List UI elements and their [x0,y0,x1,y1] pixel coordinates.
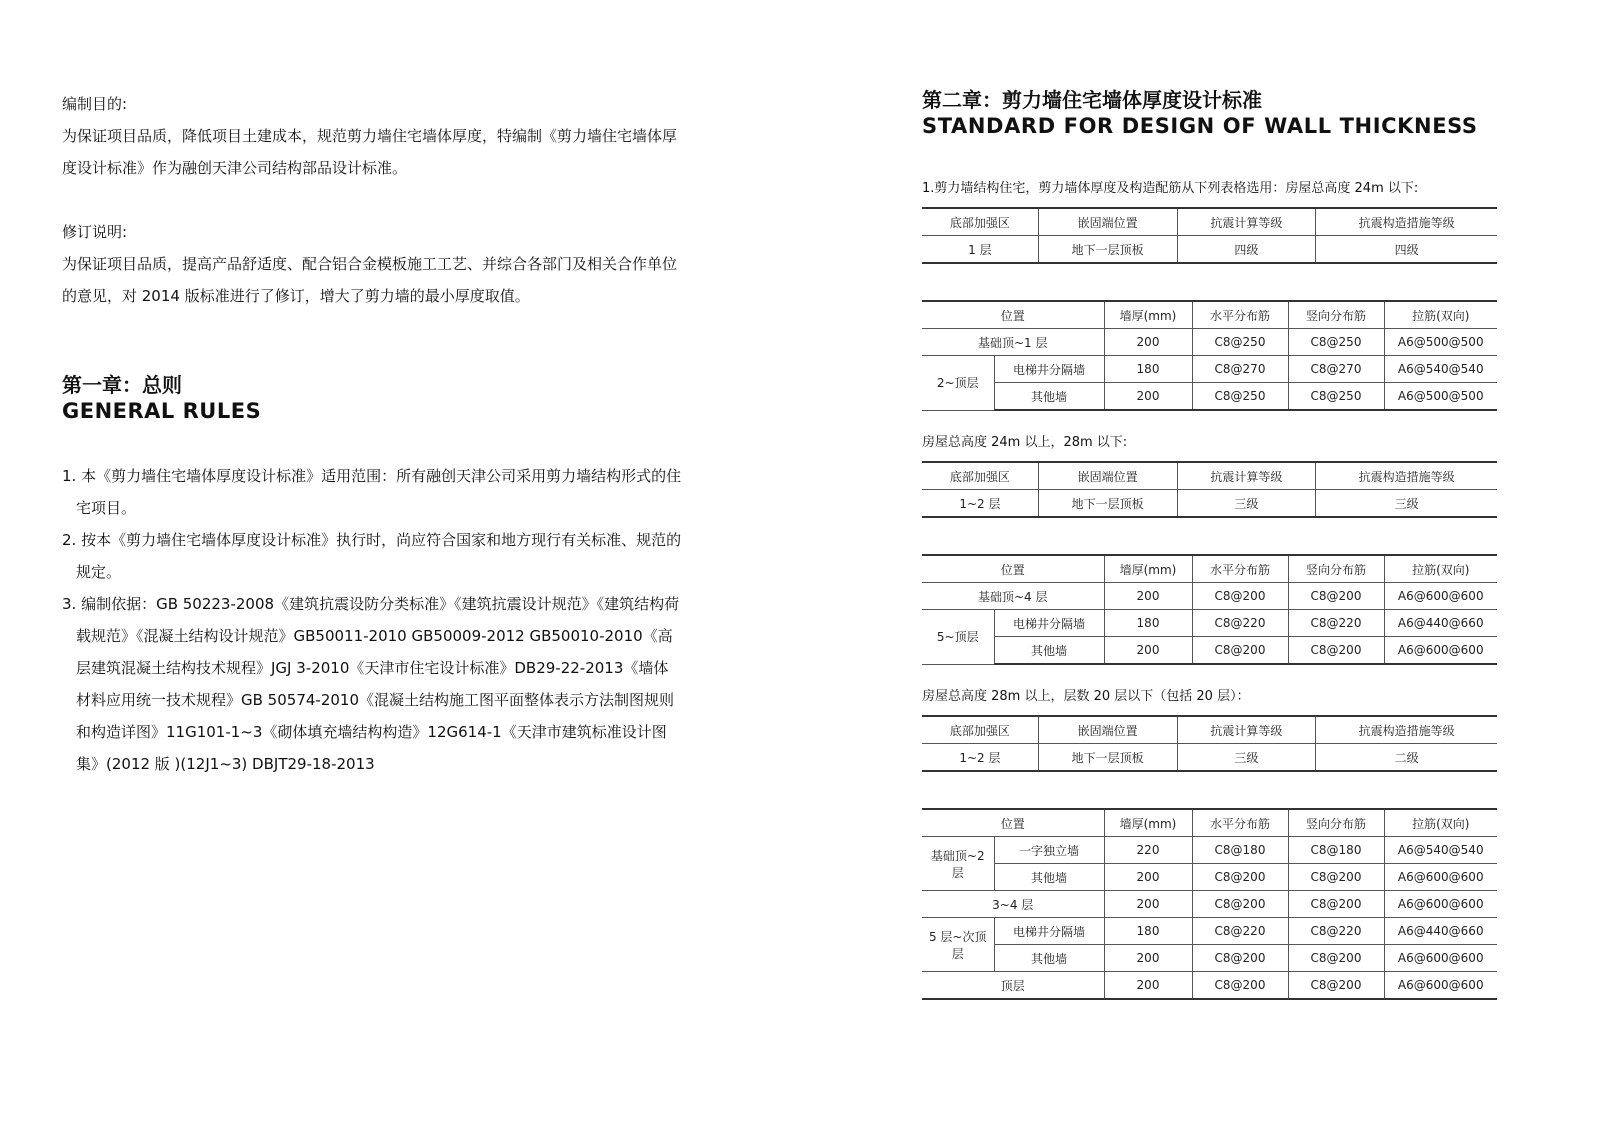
table-cell: A6@500@500 [1384,383,1497,411]
table-header: 水平分布筋 [1192,809,1288,837]
table-header: 位置 [922,809,1104,837]
table-header: 嵌固端位置 [1038,716,1177,744]
table-header: 抗震计算等级 [1177,716,1316,744]
table-cell: A6@600@600 [1384,864,1497,891]
table-cell: C8@250 [1288,383,1384,411]
table-cell: A6@600@600 [1384,583,1497,610]
table-cell: 二级 [1316,744,1497,772]
revision-text: 为保证项目品质，提高产品舒适度、配合铝合金模板施工工艺、并综合各部门及相关合作单位的意见，对 2014 版标准进行了修订，增大了剪力墙的最小厚度取值。 [62,255,678,305]
table-cell: C8@220 [1288,610,1384,637]
table-cell: 200 [1104,891,1192,918]
table-row [922,356,1497,383]
table-cell: 1~2 层 [922,490,1038,518]
table-cell: A6@500@500 [1384,329,1497,356]
table-cell: 200 [1104,583,1192,610]
table-cell: 三级 [1177,744,1316,772]
table-header: 抗震计算等级 [1177,462,1316,490]
section2-note: 房屋总高度 24m 以上，28m 以下: [922,435,1128,450]
table-cell: C8@200 [1192,583,1288,610]
table-row [922,891,1497,918]
table-cell: 电梯井分隔墙 [994,918,1104,945]
table-cell: C8@180 [1288,837,1384,864]
table-cell: C8@200 [1192,945,1288,972]
table-cell: A6@540@540 [1384,837,1497,864]
table-header: 底部加强区 [922,462,1038,490]
table-cell: 顶层 [922,972,1104,1000]
table-cell: 基础顶~2 层 [922,837,994,891]
table-row [922,583,1497,610]
table-header: 拉筋(双向) [1384,555,1497,583]
table-row [922,329,1497,356]
table-cell: C8@200 [1288,891,1384,918]
table-header: 嵌固端位置 [1038,208,1177,236]
rebar-table-3 [922,808,1497,1000]
table-cell: 200 [1104,945,1192,972]
table-cell: C8@200 [1192,637,1288,665]
grade-table-2 [922,461,1497,518]
table-header: 水平分布筋 [1192,301,1288,329]
table-cell: 电梯井分隔墙 [994,610,1104,637]
table-header: 水平分布筋 [1192,555,1288,583]
table-cell: 地下一层顶板 [1038,490,1177,518]
table-header: 拉筋(双向) [1384,809,1497,837]
table-cell: 地下一层顶板 [1038,744,1177,772]
chapter2-title-cn: 第二章：剪力墙住宅墙体厚度设计标准 [922,88,1262,112]
table-cell: C8@220 [1192,610,1288,637]
table-row [922,945,1497,972]
table-cell: 5~顶层 [922,610,994,665]
chapter2-heading [922,87,1502,139]
table-cell: 1~2 层 [922,744,1038,772]
table-cell: 其他墙 [994,383,1104,411]
chapter2-title-en: STANDARD FOR DESIGN OF WALL THICKNESS [922,114,1478,138]
table-header: 抗震构造措施等级 [1316,208,1497,236]
table-cell: 电梯井分隔墙 [994,356,1104,383]
table-cell: 200 [1104,383,1192,411]
table-header: 拉筋(双向) [1384,301,1497,329]
table-cell: 200 [1104,329,1192,356]
table-cell: 其他墙 [994,945,1104,972]
table-cell: C8@200 [1192,891,1288,918]
chapter1-heading [62,372,682,424]
table-cell: 基础顶~4 层 [922,583,1104,610]
table-cell: 180 [1104,356,1192,383]
table-cell: 其他墙 [994,637,1104,665]
table-header: 墙厚(mm) [1104,809,1192,837]
rule-item: 3. 编制依据：GB 50223-2008《建筑抗震设防分类标准》《建筑抗震设计规范》《建筑结构荷载规范》《混凝土结构设计规范》GB50011-2010 GB50009-2012 GB50010-2010《高层建筑混凝土结构技术规程》JGJ 3-2010《天津市住宅设计标准》DB29-22-2013《墙体材料应用统一技术规程》GB 50574-2010《混凝土结构施工图平面整体表示方法制图规则和构造详图》11G101-1~3《砌体填充墙结构构造》12G614-1《天津市建筑标准设计图集》(2012 版 )(12J1~3) DBJT29-18-2013 [62,595,680,773]
table-row [922,637,1497,665]
table-row [922,864,1497,891]
table-cell: 四级 [1316,236,1497,264]
left-page [62,88,682,780]
table-cell: A6@600@600 [1384,637,1497,665]
table-header: 抗震计算等级 [1177,208,1316,236]
table-cell: C8@180 [1192,837,1288,864]
table-cell: A6@600@600 [1384,972,1497,1000]
table-cell: A6@440@660 [1384,610,1497,637]
table-cell: C8@200 [1288,972,1384,1000]
table-cell: C8@200 [1288,864,1384,891]
purpose-label: 编制目的: [62,95,128,113]
table-cell: C8@250 [1288,329,1384,356]
rules-list [62,460,682,780]
table-cell: 220 [1104,837,1192,864]
table-cell: C8@250 [1192,383,1288,411]
table-header: 嵌固端位置 [1038,462,1177,490]
table-cell: 1 层 [922,236,1038,264]
table-cell: C8@220 [1192,918,1288,945]
table-header: 竖向分布筋 [1288,809,1384,837]
table-header: 墙厚(mm) [1104,301,1192,329]
table-cell: 180 [1104,918,1192,945]
table-row [922,972,1497,1000]
table-cell: 200 [1104,637,1192,665]
grade-table-3 [922,715,1497,772]
right-page [922,87,1502,1000]
rebar-table-2 [922,554,1497,665]
table-cell: A6@540@540 [1384,356,1497,383]
table-header: 抗震构造措施等级 [1316,716,1497,744]
table-cell: 一字独立墙 [994,837,1104,864]
table-cell: C8@270 [1288,356,1384,383]
table-cell: 5 层~次顶层 [922,918,994,972]
table-header: 竖向分布筋 [1288,301,1384,329]
table-row [922,383,1497,411]
table-cell: 基础顶~1 层 [922,329,1104,356]
table-header: 位置 [922,555,1104,583]
table-cell: 180 [1104,610,1192,637]
table-cell: 3~4 层 [922,891,1104,918]
revision-label: 修订说明: [62,223,128,241]
table-row [922,610,1497,637]
table-cell: 地下一层顶板 [1038,236,1177,264]
grade-table-1 [922,207,1497,264]
table-cell: 2~顶层 [922,356,994,411]
table-cell: 三级 [1316,490,1497,518]
chapter1-title-en: GENERAL RULES [62,399,262,423]
table-row [922,918,1497,945]
rule-item: 2. 按本《剪力墙住宅墙体厚度设计标准》执行时，尚应符合国家和地方现行有关标准、规范的规定。 [62,531,682,581]
rebar-table-1 [922,300,1497,411]
table-cell: C8@220 [1288,918,1384,945]
table-cell: A6@600@600 [1384,891,1497,918]
table-header: 位置 [922,301,1104,329]
table-row [922,837,1497,864]
table-cell: 其他墙 [994,864,1104,891]
table-header: 墙厚(mm) [1104,555,1192,583]
table-cell: C8@200 [1192,864,1288,891]
table-header: 底部加强区 [922,716,1038,744]
table-cell: C8@270 [1192,356,1288,383]
table-header: 底部加强区 [922,208,1038,236]
table-header: 竖向分布筋 [1288,555,1384,583]
chapter1-title-cn: 第一章：总则 [62,373,182,397]
table-cell: 200 [1104,864,1192,891]
table-cell: C8@200 [1288,637,1384,665]
table-cell: 200 [1104,972,1192,1000]
section3-note: 房屋总高度 28m 以上，层数 20 层以下（包括 20 层）： [922,689,1250,704]
purpose-text: 为保证项目品质，降低项目土建成本，规范剪力墙住宅墙体厚度，特编制《剪力墙住宅墙体厚度设计标准》作为融创天津公司结构部品设计标准。 [62,127,678,177]
table-cell: A6@440@660 [1384,918,1497,945]
table-cell: 三级 [1177,490,1316,518]
table-cell: C8@200 [1192,972,1288,1000]
table-cell: C8@250 [1192,329,1288,356]
table-cell: 四级 [1177,236,1316,264]
table-cell: A6@600@600 [1384,945,1497,972]
table-cell: C8@200 [1288,583,1384,610]
table-header: 抗震构造措施等级 [1316,462,1497,490]
rule-item: 1. 本《剪力墙住宅墙体厚度设计标准》适用范围：所有融创天津公司采用剪力墙结构形式的住宅项目。 [62,467,682,517]
table-cell: C8@200 [1288,945,1384,972]
section1-note: 1.剪力墙结构住宅，剪力墙体厚度及构造配筋从下列表格选用：房屋总高度 24m 以下: [922,181,1419,196]
